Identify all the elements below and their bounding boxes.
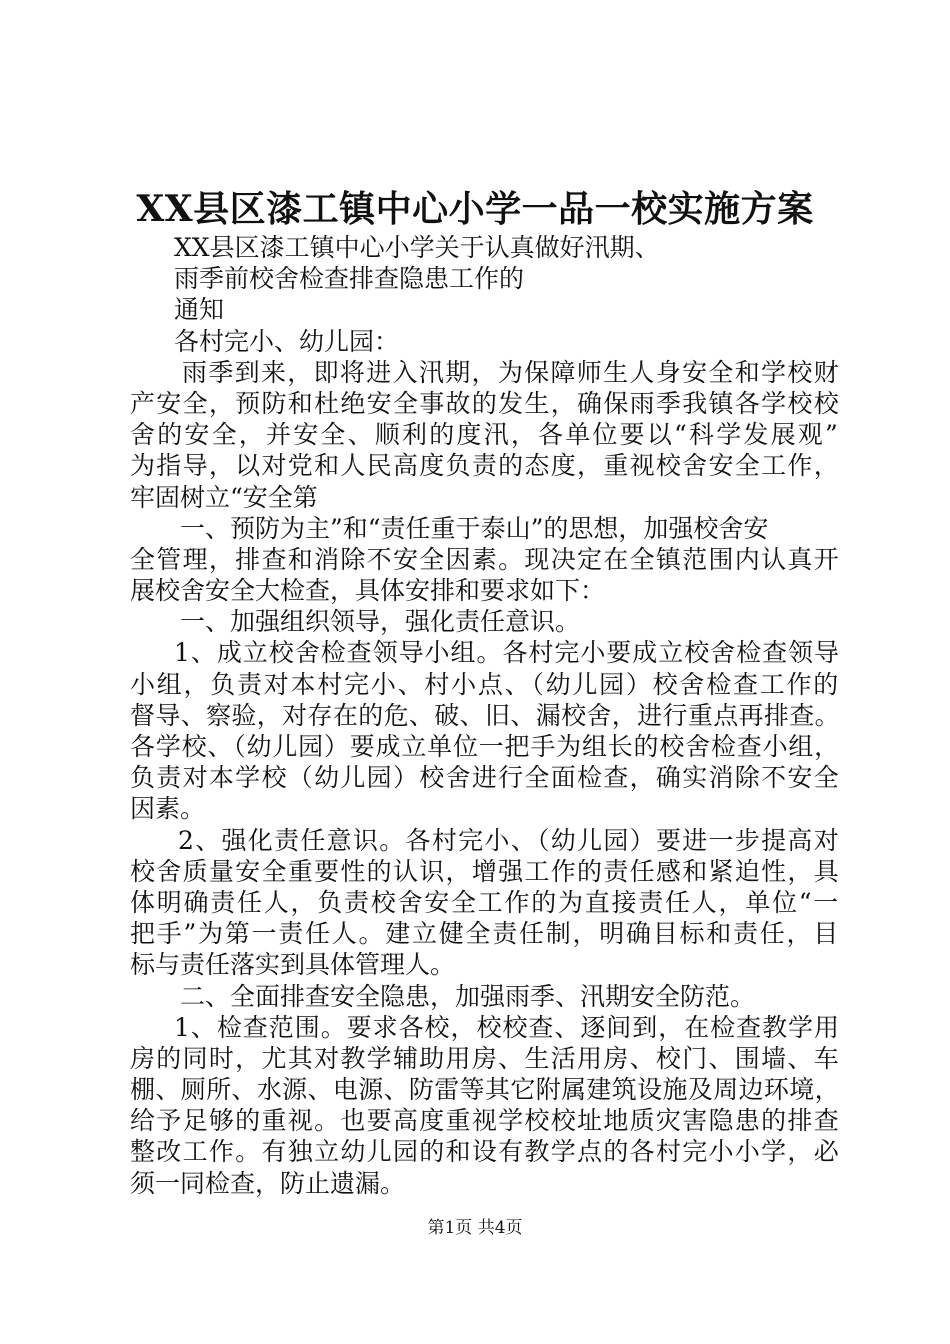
body-line: 棚、厕所、水源、电源、防雷等其它附属建筑设施及周边环境， xyxy=(130,1075,840,1105)
body-line: 一、预防为主”和“责任重于泰山”的思想，加强校舍安 xyxy=(180,513,769,543)
body-line: 因素。 xyxy=(130,794,206,824)
body-line: 为指导，以对党和人民高度负责的态度，重视校舍安全工作， xyxy=(130,451,840,481)
body-line: XX县区漆工镇中心小学关于认真做好汛期、 xyxy=(174,233,660,262)
body-line: 雨季到来，即将进入汛期，为保障师生人身安全和学校财 xyxy=(182,357,840,387)
document-title: XX县区漆工镇中心小学一品一校实施方案 xyxy=(136,188,814,230)
body-line: 整改工作。有独立幼儿园的和设有教学点的各村完小小学，必 xyxy=(130,1137,840,1167)
body-line: 须一同检查，防止遗漏。 xyxy=(130,1168,406,1198)
body-line: 一、加强组织领导，强化责任意识。 xyxy=(180,607,581,637)
body-line: 负责对本学校（幼儿园）校舍进行全面检查，确实消除不安全 xyxy=(130,763,840,793)
body-line: 舍的安全，并安全、顺利的度汛，各单位要以“科学发展观” xyxy=(130,420,840,450)
body-line: 展校舍安全大检查，具体安排和要求如下： xyxy=(130,576,606,606)
body-line: 房的同时，尤其对教学辅助用房、生活用房、校门、围墙、车 xyxy=(130,1043,840,1073)
body-line: 1、成立校舍检查领导小组。各村完小要成立校舍检查领导 xyxy=(174,638,840,668)
body-line: 雨季前校舍检查排查隐患工作的 xyxy=(174,264,525,294)
body-line: 各学校、（幼儿园）要成立单位一把手为组长的校舍检查小组， xyxy=(130,732,840,761)
body-line: 二、全面排查安全隐患，加强雨季、汛期安全防范。 xyxy=(180,981,756,1011)
body-line: 通知 xyxy=(174,295,225,325)
body-line: 把手”为第一责任人。建立健全责任制，明确目标和责任，目 xyxy=(130,919,840,949)
body-line: 牢固树立“安全第 xyxy=(130,482,318,512)
body-line: 给予足够的重视。也要高度重视学校校址地质灾害隐患的排查 xyxy=(130,1106,840,1136)
body-line: 产安全，预防和杜绝安全事故的发生，确保雨季我镇各学校校 xyxy=(130,388,840,418)
body-line: 各村完小、幼儿园： xyxy=(174,326,400,356)
body-line: 1、检查范围。要求各校，校校查、逐间到，在检查教学用 xyxy=(174,1012,840,1042)
body-line: 督导、察验，对存在的危、破、旧、漏校舍，进行重点再排查。 xyxy=(130,700,840,730)
body-line: 体明确责任人，负责校舍安全工作的为直接责任人，单位“一 xyxy=(130,887,840,917)
body-line: 全管理，排查和消除不安全因素。现决定在全镇范围内认真开 xyxy=(130,544,840,574)
page-footer: 第1页 共4页 xyxy=(427,1218,523,1238)
body-line: 小组，负责对本村完小、村小点、（幼儿园）校舍检查工作的 xyxy=(130,669,840,699)
document-body xyxy=(130,232,840,1199)
body-line: 校舍质量安全重要性的认识，增强工作的责任感和紧迫性，具 xyxy=(130,856,840,886)
body-line: 标与责任落实到具体管理人。 xyxy=(130,950,456,980)
body-line: 2、强化责任意识。各村完小、（幼儿园）要进一步提高对 xyxy=(178,825,840,855)
